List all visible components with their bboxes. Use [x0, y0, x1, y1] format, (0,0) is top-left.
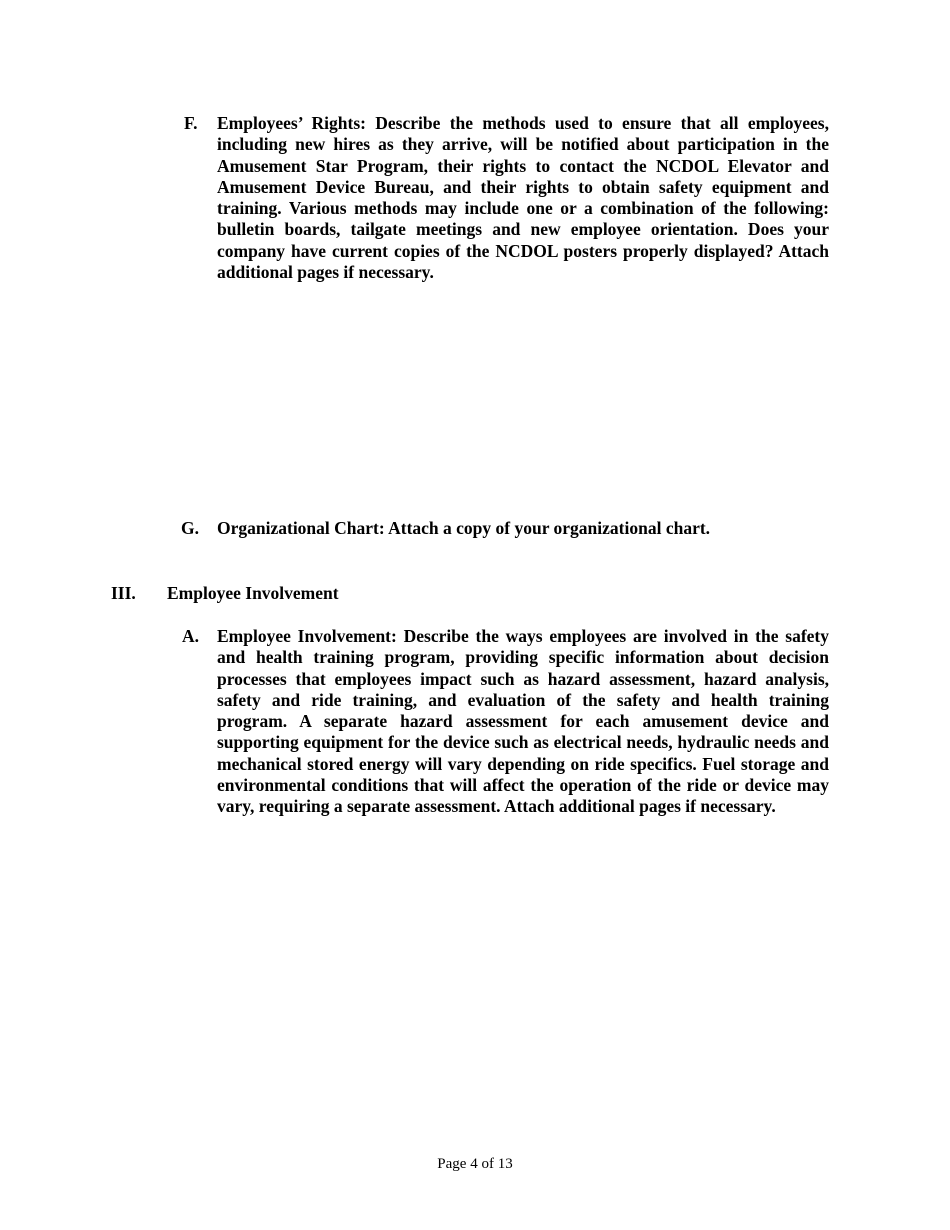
- section-iii-numeral: III.: [111, 583, 136, 603]
- item-a-letter: A.: [182, 626, 200, 646]
- section-iii-heading: [111, 583, 339, 604]
- item-g-letter: G.: [181, 518, 199, 538]
- section-iii-title: Employee Involvement: [167, 583, 339, 603]
- item-f-employees-rights: [181, 113, 829, 283]
- page-number-footer: Page 4 of 13: [437, 1156, 513, 1172]
- item-f-letter: F.: [184, 113, 198, 133]
- item-a-employee-involvement: [181, 626, 829, 818]
- item-g-text: Organizational Chart: Attach a copy of your organizational chart.: [217, 518, 711, 538]
- item-a-text: Employee Involvement: Describe the ways employees are involved in the safety and health training program, providing specific information about decision processes that employees impact such as hazard assessment, hazard analysis, safety and ride training, and evaluation of the safety and health training program. A separate hazard assessment for each amusement device and supporting equipment for the device such as electrical needs, hydraulic needs and mechanical stored energy will vary depending on ride specifics. Fuel storage and environmental conditions that will affect the operation of the ride or device may vary, requiring a separate assessment. Attach additional pages if necessary.: [217, 626, 829, 817]
- item-g-organizational-chart: [181, 518, 829, 539]
- item-f-text: Employees’ Rights: Describe the methods used to ensure that all employees, including new hires as they arrive, will be notified about participation in the Amusement Star Program, their rights to contact the NCDOL Elevator and Amusement Device Bureau, and their rights to obtain safety equipment and training. Various methods may include one or a combination of the following: bulletin boards, tailgate meetings and new employee orientation. Does your company have current copies of the NCDOL posters properly displayed? Attach additional pages if necessary.: [217, 113, 829, 283]
